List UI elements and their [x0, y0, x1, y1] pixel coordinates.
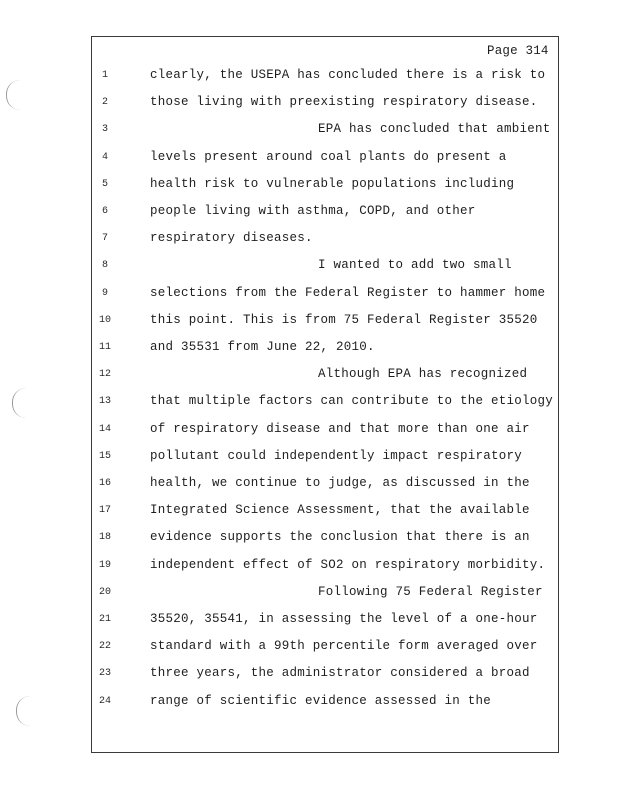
line-number: 16 — [98, 478, 111, 489]
line-number: 2 — [101, 97, 108, 108]
line-number: 23 — [98, 668, 111, 679]
line-number: 13 — [98, 396, 111, 407]
transcript-line-text: Although EPA has recognized — [318, 367, 528, 381]
line-number: 10 — [98, 315, 111, 326]
line-number: 3 — [101, 124, 108, 135]
line-number: 8 — [101, 260, 108, 271]
transcript-line-text: evidence supports the conclusion that there is an — [150, 530, 530, 544]
transcript-line-text: selections from the Federal Register to hammer home — [150, 286, 546, 300]
line-number: 7 — [101, 233, 108, 244]
line-number: 5 — [101, 179, 108, 190]
line-number: 12 — [98, 369, 111, 380]
transcript-line-text: three years, the administrator considered a broad — [150, 666, 530, 680]
binder-hole-bottom — [16, 696, 31, 726]
line-number: 6 — [101, 206, 108, 217]
line-number: 14 — [98, 424, 111, 435]
transcript-line-text: I wanted to add two small — [318, 258, 512, 272]
transcript-line-text: standard with a 99th percentile form averaged over — [150, 639, 538, 653]
transcript-line-text: clearly, the USEPA has concluded there is a risk to — [150, 68, 546, 82]
binder-hole-middle — [12, 388, 27, 418]
line-number: 15 — [98, 451, 111, 462]
transcript-line-text: health, we continue to judge, as discussed in the — [150, 476, 530, 490]
page-top-rule — [92, 36, 558, 37]
transcript-line-text: health risk to vulnerable populations including — [150, 177, 515, 191]
line-number: 11 — [98, 342, 111, 353]
transcript-line-text: this point. This is from 75 Federal Register 35520 — [150, 313, 538, 327]
transcript-line-text: Following 75 Federal Register — [318, 585, 543, 599]
line-number: 1 — [101, 70, 108, 81]
line-number: 17 — [98, 505, 111, 516]
line-number: 19 — [98, 560, 111, 571]
line-number: 4 — [101, 152, 108, 163]
transcript-line-text: range of scientific evidence assessed in the — [150, 694, 492, 708]
transcript-line-text: levels present around coal plants do present a — [150, 150, 507, 164]
transcript-line-text: those living with preexisting respiratory disease. — [150, 95, 538, 109]
transcript-line-text: and 35531 from June 22, 2010. — [150, 340, 375, 354]
transcript-line-text: people living with asthma, COPD, and other — [150, 204, 476, 218]
transcript-line-text: EPA has concluded that ambient — [318, 122, 551, 136]
page-number: Page 314 — [487, 44, 549, 58]
line-number: 9 — [101, 288, 108, 299]
transcript-line-text: 35520, 35541, in assessing the level of a one-hour — [150, 612, 538, 626]
transcript-line-text: independent effect of SO2 on respiratory morbidity. — [150, 558, 546, 572]
transcript-line-text: of respiratory disease and that more than one air — [150, 422, 530, 436]
line-number: 24 — [98, 696, 111, 707]
line-number: 22 — [98, 641, 111, 652]
transcript-line-text: Integrated Science Assessment, that the available — [150, 503, 530, 517]
transcript-line-text: respiratory diseases. — [150, 231, 313, 245]
line-number: 21 — [98, 614, 111, 625]
transcript-line-text: that multiple factors can contribute to the etiology — [150, 394, 554, 408]
binder-hole-top — [6, 80, 21, 110]
transcript-line-text: pollutant could independently impact respiratory — [150, 449, 523, 463]
line-number: 18 — [98, 532, 111, 543]
line-number: 20 — [98, 587, 111, 598]
